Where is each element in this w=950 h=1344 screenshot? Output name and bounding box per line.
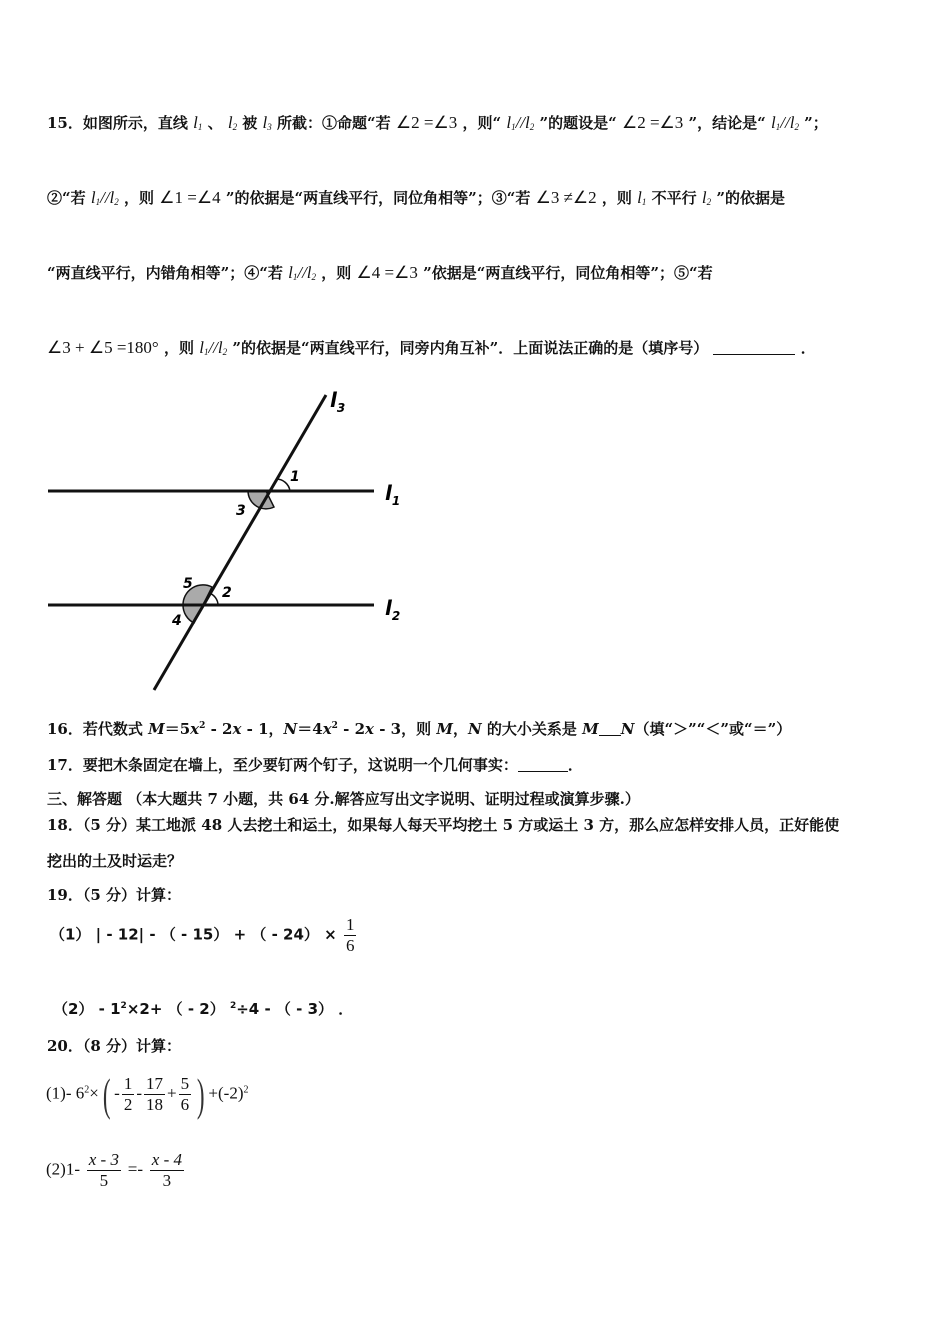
q19-part2: $(2) - 1^2\times 2+$ （ - 2） $^2$÷4 - （ - 3） ．	[53, 1000, 354, 1018]
section-3-heading: 三、解答题 （本大题共 7 小题，共 64 分.解答应写出文字说明、证明过程或演算步骤.）	[47, 790, 640, 808]
fraction-17-18: $\frac{17}{18}$	[146, 1074, 163, 1114]
parallel-lines-figure	[40, 385, 420, 700]
l2-symbol: $l_2$	[701, 188, 712, 207]
fraction-one-sixth: $\frac{1}{6}$	[345, 915, 355, 955]
fraction-5-6: $\frac{5}{6}$	[180, 1074, 190, 1114]
q16: 16．若代数式 $M=5x^2 - 2x - 1$，$N=4x^2 - 2x - 3$，则 M，N 的大小关系是 M N（填“＞”“＜”或“＝”）	[47, 720, 792, 738]
l3-symbol: $l_3$	[262, 113, 272, 132]
q15-line4: ∠3 + ∠5 =180° ，则 $l_1//l_2$ ”的依据是“两直线平行，同旁内角互补”．上面说法正确的是（填序号） ．	[47, 338, 816, 357]
answer-blank[interactable]	[599, 721, 621, 736]
line-l3	[154, 395, 326, 690]
l1-symbol: $l_1$	[193, 113, 203, 132]
q17: 17．要把木条固定在墙上，至少要钉两个钉子，这说明一个几何事实： ．	[47, 756, 583, 774]
label-angle-5: 5	[183, 576, 193, 592]
fraction-1-2: $\frac{1}{2}$	[123, 1074, 133, 1114]
q15-line2: ②“若 $l_1//l_2$ ，则 ∠1 =∠4 ”的依据是“两直线平行，同位角相等”；③“若 ∠3 ≠∠2 ，则 $l_1$ 不平行 $l_2$ ”的依据是	[47, 188, 785, 207]
answer-blank[interactable]	[713, 340, 795, 355]
label-l2: $l_2$	[385, 596, 401, 623]
l1-parallel-l2: $l_1//l_2$	[199, 338, 228, 357]
label-angle-1: 1	[290, 469, 300, 485]
angle-1-arc	[276, 479, 290, 491]
q20-part2: (2)1- $\frac{x - 3}{5}$ =- $\frac{x - 4}{3}$	[46, 1150, 183, 1190]
q15-line3: “两直线平行，内错角相等”；④“若 $l_1//l_2$ ，则 ∠4 =∠3 ”依据是“两直线平行，同位角相等”；⑤“若	[47, 263, 713, 282]
l2-symbol: $l_2$	[227, 113, 238, 132]
q19: 19．（5 分）计算：	[47, 886, 182, 904]
left-paren: (	[102, 1069, 111, 1120]
fraction-x-minus-4-over-3: $\frac{x - 4}{3}$	[151, 1150, 183, 1190]
q15-line1: 15．如图所示，直线 $l_1$ 、 $l_2$ 被 $l_3$ 所截：①命题“若 ∠2 =∠3 ，则“ $l_1//l_2$ ”的题设是“ ∠2 =∠3 ”，结论是“ $l_1//l_2$ ”；	[47, 113, 828, 132]
l1-parallel-l2: $l_1//l_2$	[771, 113, 799, 132]
l1-parallel-l2: $l_1//l_2$	[506, 113, 535, 132]
fraction-x-minus-3-over-5: $\frac{x - 3}{5}$	[88, 1150, 119, 1190]
q18-line1: 18．（5 分）某工地派 48 人去挖土和运土，如果每人每天平均挖土 5 方或运土 3 方，那么应怎样安排人员，正好能使	[47, 816, 840, 834]
l1-symbol: $l_1$	[637, 188, 647, 207]
label-angle-4: 4	[172, 613, 182, 629]
q20: 20．（8 分）计算：	[47, 1037, 182, 1055]
answer-blank[interactable]	[518, 757, 568, 772]
right-paren: )	[196, 1069, 205, 1120]
q20-part1: (1)- $6^2\times$( - $\frac{1}{2}$ - $\frac{17}{18}$ + $\frac{5}{6}$ ) $+(-2)^2$	[46, 1069, 249, 1120]
label-angle-3: 3	[236, 503, 246, 519]
q19-part1: （1） | - 12| - （ - 15） + （ - 24） × $\frac{1}{6}$	[50, 915, 355, 955]
q18-line2: 挖出的土及时运走？	[47, 852, 183, 870]
label-l1: $l_1$	[385, 481, 401, 508]
l1-parallel-l2: $l_1//l_2$	[90, 188, 119, 207]
label-l3: $l_3$	[330, 388, 346, 415]
l1-parallel-l2: $l_1//l_2$	[288, 263, 317, 282]
label-angle-2: 2	[222, 585, 232, 601]
